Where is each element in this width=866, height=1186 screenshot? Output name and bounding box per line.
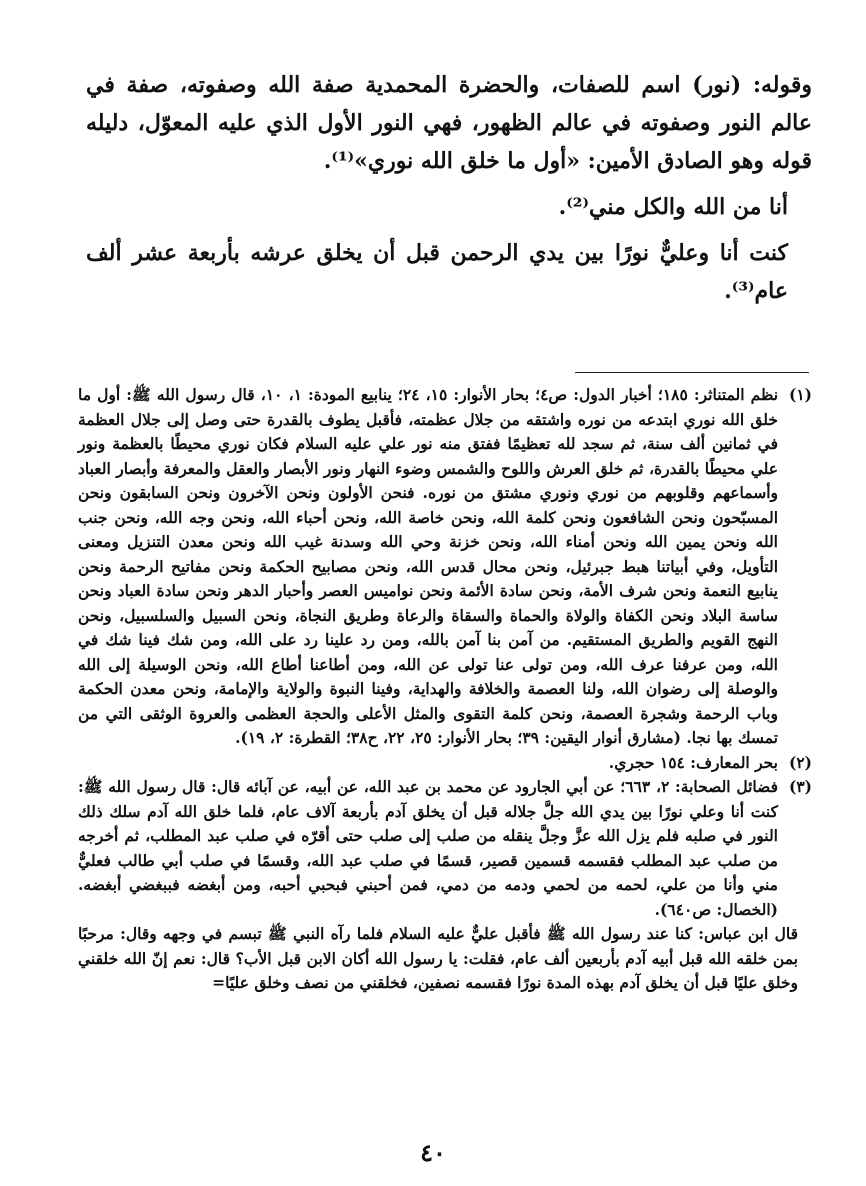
footnote-3 — [78, 775, 812, 922]
footnote-1-number: (١) — [788, 385, 812, 404]
footnote-continuation: قال ابن عباس: كنا عند رسول الله ﷺ فأقبل عليٌّ عليه السلام فلما رآه النبي ﷺ تبسم في وجهه وقال: مرحبًا بمن خلقه الله قبل أبيه آدم بأربعين ألف عام، فقلت: يا رسول الله أكان الابن قبل الأب؟ قال: نعم إنّ الله خلقني وخلق عليًا قبل أن يخلق آدم بهذه المدة نورًا فقسمه نصفين، فخلقني من نصف وخلق عليًا= — [78, 924, 798, 992]
footnote-3-number: (٣) — [788, 777, 812, 796]
page-number: ٤٠ — [420, 1138, 446, 1167]
footnotes — [78, 383, 812, 996]
footnote-2-text: بحر المعارف: ١٥٤ حجري. — [608, 752, 778, 772]
footnote-2 — [78, 751, 812, 776]
footnote-2-number: (٢) — [788, 752, 812, 772]
paragraph-1: وقوله: (نور) اسم للصفات، والحضرة المحمدية صفة الله وصفوته، صفة في عالم النور وصفوته في عالم الظهور، فهي النور الأول الذي عليه المعوّل، دليله قوله وهو الصادق الأمين: «أول ما خلق الله نوري»⁽¹⁾. — [86, 72, 812, 174]
footnote-1 — [78, 383, 812, 751]
paragraph-2: أنا من الله والكل مني⁽²⁾. — [558, 194, 788, 220]
paragraph-3: كنت أنا وعليٌّ نورًا بين يدي الرحمن قبل أن يخلق عرشه بأربعة عشر ألف عام⁽³⁾. — [86, 240, 788, 304]
footnote-1-text: نظم المتناثر: ١٨٥؛ أخبار الدول: ص٤؛ بحار الأنوار: ١٥، ٢٤؛ ينابيع المودة: ١، ١٠، قال رسول الله ﷺ: أول ما خلق الله نوري ابتدعه من نوره واشتقه من جلال عظمته، فأقبل يطوف بالقدرة حتى وصل إلى جلال العظمة في ثمانين ألف سنة، ثم سجد لله تعظيمًا ففتق منه نور علي عليه السلام فكان نوري محيطًا بالعظمة ونور علي محيطًا بالقدرة، ثم خلق العرش واللوح والشمس وضوء النهار ونور الأبصار والعقل والمعرفة وأبصار العباد وأسماعهم وقلوبهم من نوري ونوري مشتق من نوره. فنحن الأولون ونحن الآخرون ونحن السابقون ونحن المسبّحون ونحن الشافعون ونحن كلمة الله، ونحن خاصة الله، ونحن أحباء الله، ونحن وجه الله، ونحن جنب الله ونحن يمين الله ونحن أمناء الله، ونحن خزنة وحي الله وسدنة غيب الله ونحن معدن التنزيل ومعنى التأويل، وفي أبياتنا هبط جبرئيل، ونحن محال قدس الله، ونحن مصابيح الحكمة ونحن مفاتيح الرحمة ونحن ينابيع النعمة ونحن شرف الأمة، ونحن سادة الأئمة ونحن نواميس العصر وأحبار الدهر ونحن سادة العباد ونحن ساسة البلاد ونحن الكفاة والولاة والحماة والسقاة والرعاة وطريق النجاة، ونحن السبيل والسلسبيل، ونحن النهج القويم والطريق المستقيم. من آمن بنا آمن بالله، ومن رد علينا رد على الله، ومن شك فينا شك في الله، ومن عرفنا عرف الله، ومن تولى عنا تولى عن الله، ومن أطاعنا أطاع الله، ونحن الوسيلة إلى الله والوصلة إلى رضوان الله، ولنا العصمة والخلافة والهداية، وفينا النبوة والولاية والإمامة، ونحن معدن الحكمة وباب الرحمة وشجرة العصمة، ونحن كلمة التقوى والمثل الأعلى والحجة العظمى والعروة الوثقى التي من تمسك بها نجا. (مشارق أنوار اليقين: ٣٩؛ بحار الأنوار: ٢٥، ٢٢، ح٣٨؛ القطرة: ٢، ١٩). — [78, 385, 779, 747]
footnote-3-text: فضائل الصحابة: ٢، ٦٦٣؛ عن أبي الجارود عن محمد بن عبد الله، عن أبيه، عن آبائه قال: قال رسول الله ﷺ: كنت أنا وعلي نورًا بين يدي الله جلَّ جلاله قبل أن يخلق آدم بأربعة آلاف عام، فلما خلق الله آدم سلك ذلك النور في صلبه فلم يزل الله عزَّ وجلَّ ينقله من صلب إلى صلب حتى أقرّه في صلب عبد المطلب، ثم أخرجه من صلب عبد المطلب فقسمه قسمين قصير، قسمًا في صلب عبد الله، وقسمًا في صلب أبي طالب فعليٌّ مني وأنا من علي، لحمه من لحمي ودمه من دمي، فمن أحبني فبحبي أحبه، ومن أبغضه فببغضي أبغضه. (الخصال: ص٦٤٠). — [78, 777, 778, 919]
main-text — [86, 66, 812, 310]
footnote-separator — [575, 372, 809, 373]
